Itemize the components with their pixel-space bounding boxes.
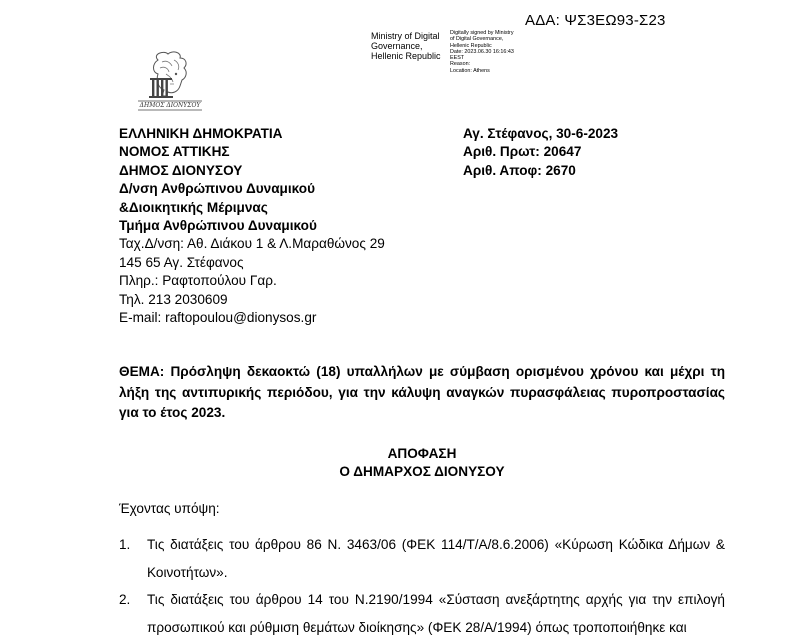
list-item-text-continued: Κοινοτήτων». — [147, 565, 228, 580]
email-line: E-mail: raftopoulou@dionysos.gr — [119, 309, 317, 325]
subject-paragraph: ΘΕΜΑ: Πρόσληψη δεκαοκτώ (18) υπαλλήλων με σύμβαση ορισμένου χρόνου και μέχρι τη λήξη της αντιπυρικής περιόδου, για την κάλυψη αναγκών πυρασφάλειας πυροπροστασίας για το έτος 2023. — [119, 364, 725, 420]
list-item-text: Τις διατάξεις του άρθρου 14 του Ν.2190/1994 «Σύσταση ανεξάρτητης αρχής για την επιλογή — [147, 592, 725, 607]
postcode-line: 145 65 Αγ. Στέφανος — [119, 254, 244, 270]
signature-org-line: Hellenic Republic — [371, 51, 441, 61]
decision-title: ΑΠΟΦΑΣΗ — [387, 446, 457, 461]
list-item — [119, 531, 725, 587]
logo-caption: ΔΗΜΟΣ ΔΙΟΝΥΣΟΥ — [139, 102, 201, 109]
ada-code: ΑΔΑ: ΨΣ3ΕΩ93-Σ23 — [525, 12, 666, 29]
signature-meta-line: of Digital Governance, — [450, 36, 504, 43]
directorate-line: Δ/νση Ανθρώπινου Δυναμικού — [119, 181, 315, 197]
phone-line: Τηλ. 213 2030609 — [119, 291, 228, 307]
decision-subtitle: Ο ΔΗΜΑΡΧΟΣ ΔΙΟΝΥΣΟΥ — [339, 464, 505, 479]
decision-number: Αριθ. Αποφ: 2670 — [463, 162, 576, 178]
department-line: Τμήμα Ανθρώπινου Δυναμικού — [119, 217, 317, 233]
considering-line: Έχοντας υπόψη: — [119, 501, 220, 516]
republic-line: ΕΛΛΗΝΙΚΗ ΔΗΜΟΚΡΑΤΙΑ — [119, 126, 283, 141]
place-date: Αγ. Στέφανος, 30-6-2023 — [463, 126, 619, 141]
signature-org-line: Governance, — [371, 41, 423, 51]
municipality-line: ΔΗΜΟΣ ΔΙΟΝΥΣΟΥ — [119, 162, 243, 178]
protocol-number: Αριθ. Πρωτ: 20647 — [463, 144, 582, 160]
list-item-number: 1. — [119, 537, 131, 552]
signature-meta-line: EEST — [450, 55, 465, 62]
contact-person-line: Πληρ.: Ραφτοπούλου Γαρ. — [119, 273, 277, 289]
decision-heading — [119, 445, 725, 481]
list-item — [119, 586, 725, 642]
signature-meta-line: Hellenic Republic — [450, 42, 492, 49]
list-item-text-continued: προσωπικού και ρύθμιση θεμάτων διοίκησης» (ΦΕΚ 28/Α/1994) όπως τροποποιήθηκε και — [147, 620, 687, 635]
list-item-text: Τις διατάξεις του άρθρου 86 Ν. 3463/06 (ΦΕΚ 114/Τ/Α/8.6.2006) «Κύρωση Κώδικα Δήμων & — [147, 537, 725, 552]
address-line: Ταχ.Δ/νση: Αθ. Διάκου 1 & Λ.Μαραθώνος 29 — [119, 236, 385, 252]
digital-signature-details — [450, 30, 514, 74]
reference-block — [463, 125, 663, 180]
digital-signature-org — [371, 31, 441, 61]
signature-meta-line: Reason: — [450, 61, 471, 68]
list-item-number: 2. — [119, 592, 131, 607]
sender-block — [119, 125, 419, 327]
directorate-line-2: &Διοικητικής Μέριμνας — [119, 199, 268, 215]
signature-meta-line: Location: Athens — [450, 67, 490, 74]
municipality-logo — [136, 50, 204, 112]
signature-meta-line: Date: 2023.06.30 16:16:43 — [450, 48, 514, 55]
signature-org-line: Ministry of Digital — [371, 31, 440, 41]
signature-meta-line: Digitally signed by Ministry — [450, 30, 514, 36]
prefecture-line: ΝΟΜΟΣ ΑΤΤΙΚΗΣ — [119, 144, 230, 160]
